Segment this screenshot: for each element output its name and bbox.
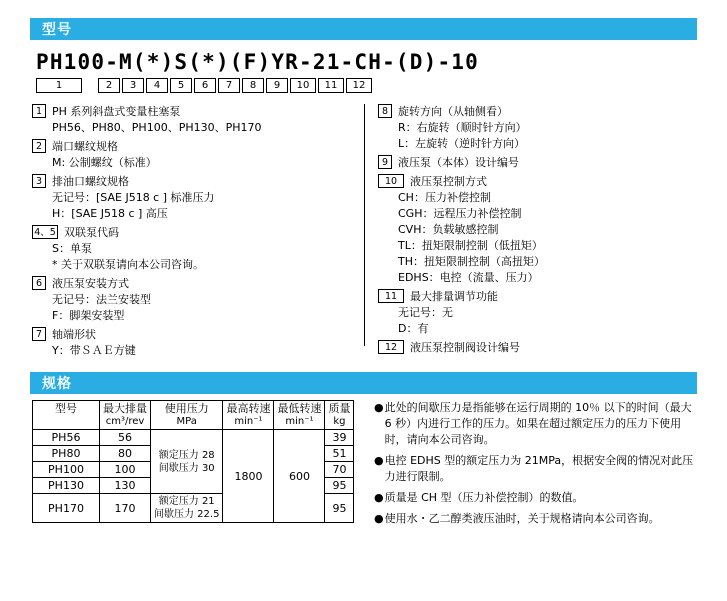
bullet-icon: ● <box>374 491 384 504</box>
cell-displacement: 170 <box>100 494 151 523</box>
legend-item-line: Y：带ＳＡＥ方键 <box>52 344 136 357</box>
note-item <box>374 511 696 527</box>
spec-table <box>32 400 354 523</box>
legend-number-badge: 9 <box>378 155 392 169</box>
model-code-box-3: 3 <box>122 78 144 93</box>
model-code-box-row <box>36 78 374 93</box>
model-code-box-2: 2 <box>98 78 120 93</box>
legend-item-title: 液压泵（本体）设计编号 <box>398 156 519 169</box>
legend-item-line: 无记号：无 <box>398 306 453 319</box>
legend-number-badge: 12 <box>378 340 404 354</box>
legend-item-12 <box>378 340 688 355</box>
cell-displacement: 130 <box>100 478 151 494</box>
cell-displacement: 80 <box>100 446 151 462</box>
legend-number-badge: 8 <box>378 104 392 118</box>
legend-number-badge: 2 <box>32 139 46 153</box>
legend-item-title: 最大排量调节功能 <box>410 290 498 303</box>
legend-number-badge: 10 <box>378 174 404 188</box>
legend-divider <box>364 104 365 346</box>
cell-pressure-group-2: 额定压力 21 间歇压力 22.5 <box>151 494 223 523</box>
legend-item-line: M: 公制螺纹（标准） <box>52 156 157 169</box>
spec-section-header <box>30 372 697 394</box>
model-code-box-12: 12 <box>346 78 372 93</box>
col-header-pressure: 使用压力 MPa <box>151 401 223 430</box>
cell-model: PH80 <box>33 446 100 462</box>
legend-item-line: EDHS：电控（流量、压力） <box>398 271 539 284</box>
legend-item-line: S：单泵 <box>52 242 92 255</box>
col-header-displacement: 最大排量 cm³/rev <box>100 401 151 430</box>
legend-item-title: 端口螺纹规格 <box>52 140 118 153</box>
legend-item-line: TH：扭矩限制控制（高扭矩） <box>398 255 545 268</box>
model-code-box-6: 6 <box>194 78 216 93</box>
legend-item-line: R：右旋转（顺时针方向） <box>398 121 527 134</box>
cell-mass: 70 <box>325 462 354 478</box>
legend-item-title: 液压泵控制阀设计编号 <box>410 341 520 354</box>
note-item <box>374 490 696 506</box>
note-text: 使用水・乙二醇类液压油时，关于规格请向本公司咨询。 <box>384 512 660 525</box>
legend-number-badge: 7 <box>32 327 46 341</box>
legend-item-6 <box>32 276 352 323</box>
legend-item-line: 无记号：[SAE J518 c ] 标准压力 <box>52 191 215 204</box>
col-header-model: 型号 <box>33 401 100 430</box>
cell-mass: 95 <box>325 494 354 523</box>
legend-item-11 <box>378 289 688 336</box>
legend-number-badge: 6 <box>32 276 46 290</box>
legend-item-line: L：左旋转（逆时针方向） <box>398 137 526 150</box>
model-section-header <box>30 18 697 40</box>
legend-item-title: 轴端形状 <box>52 328 96 341</box>
model-section-title: 型号 <box>30 18 697 40</box>
legend-number-badge: 3 <box>32 174 46 188</box>
model-code-box-7: 7 <box>218 78 240 93</box>
col-header-min-speed: 最低转速 min⁻¹ <box>274 401 325 430</box>
legend-number-badge: 1 <box>32 104 46 118</box>
legend-item-title: 液压泵安装方式 <box>52 277 129 290</box>
cell-min-speed: 600 <box>274 430 325 523</box>
note-text: 此处的间歇压力是指能够在运行周期的 10％ 以下的时间（最大 6 秒）内进行工作的压力。如果在超过额定压力的压力下使用时，请向本公司咨询。 <box>384 401 692 446</box>
legend-item-2 <box>32 139 352 170</box>
note-text: 电控 EDHS 型的额定压力为 21MPa，根据安全阀的情况对此压力进行限制。 <box>384 454 694 483</box>
legend-item-line: 无记号：法兰安装型 <box>52 293 151 306</box>
legend-item-line: PH56、PH80、PH100、PH130、PH170 <box>52 121 262 134</box>
cell-displacement: 100 <box>100 462 151 478</box>
legend-number-badge: 4、5 <box>32 225 58 239</box>
model-code-box-9: 9 <box>266 78 288 93</box>
legend-item-title: 排油口螺纹规格 <box>52 175 129 188</box>
legend-item-line: D：有 <box>398 322 429 335</box>
legend-column-left <box>32 104 352 362</box>
cell-mass: 39 <box>325 430 354 446</box>
model-code-box-4: 4 <box>146 78 168 93</box>
model-code-string: PH100-M(*)S(*)(F)YR-21-CH-(D)-10 <box>36 50 479 74</box>
notes-list <box>374 400 696 532</box>
legend-item-title: 液压泵控制方式 <box>410 175 487 188</box>
legend-column-right <box>378 104 688 359</box>
legend-item-line: F：脚架安装型 <box>52 309 125 322</box>
legend-number-badge: 11 <box>378 289 404 303</box>
legend-item-title: 双联泵代码 <box>64 226 119 239</box>
cell-displacement: 56 <box>100 430 151 446</box>
cell-model: PH130 <box>33 478 100 494</box>
cell-max-speed: 1800 <box>223 430 274 523</box>
cell-pressure-group-1: 额定压力 28 间歇压力 30 <box>151 430 223 494</box>
cell-mass: 95 <box>325 478 354 494</box>
col-header-mass: 质量 kg <box>325 401 354 430</box>
bullet-icon: ● <box>374 512 384 525</box>
cell-model: PH56 <box>33 430 100 446</box>
legend-item-line: CGH：远程压力补偿控制 <box>398 207 522 220</box>
cell-model: PH100 <box>33 462 100 478</box>
legend-item-10 <box>378 174 688 285</box>
legend-item-line: TL：扭矩限制控制（低扭矩） <box>398 239 543 252</box>
legend-item-4-5 <box>32 225 352 272</box>
legend-item-9 <box>378 155 688 170</box>
legend-item-8 <box>378 104 688 151</box>
legend-item-1 <box>32 104 352 135</box>
legend-item-title: 旋转方向（从轴侧看） <box>398 105 508 118</box>
bullet-icon: ● <box>374 401 384 414</box>
legend-item-line: * 关于双联泵请向本公司咨询。 <box>52 258 204 271</box>
bullet-icon: ● <box>374 454 384 467</box>
legend-item-7 <box>32 327 352 358</box>
col-header-max-speed: 最高转速 min⁻¹ <box>223 401 274 430</box>
note-item <box>374 400 696 448</box>
legend-item-line: CH：压力补偿控制 <box>398 191 491 204</box>
legend-item-line: H：[SAE J518 c ] 高压 <box>52 207 168 220</box>
legend-item-title: PH 系列斜盘式变量柱塞泵 <box>52 105 181 118</box>
legend-item-line: CVH：负载敏感控制 <box>398 223 499 236</box>
cell-mass: 51 <box>325 446 354 462</box>
model-code-box-8: 8 <box>242 78 264 93</box>
model-code-box-10: 10 <box>290 78 316 93</box>
note-item <box>374 453 696 485</box>
spec-section-title: 规格 <box>30 372 697 394</box>
model-code-box-1: 1 <box>36 78 82 93</box>
table-header-row <box>33 401 354 430</box>
table-row <box>33 430 354 446</box>
model-code-box-5: 5 <box>170 78 192 93</box>
cell-model: PH170 <box>33 494 100 523</box>
note-text: 质量是 CH 型（压力补偿控制）的数值。 <box>384 491 584 504</box>
model-code-box-11: 11 <box>318 78 344 93</box>
legend-item-3 <box>32 174 352 221</box>
